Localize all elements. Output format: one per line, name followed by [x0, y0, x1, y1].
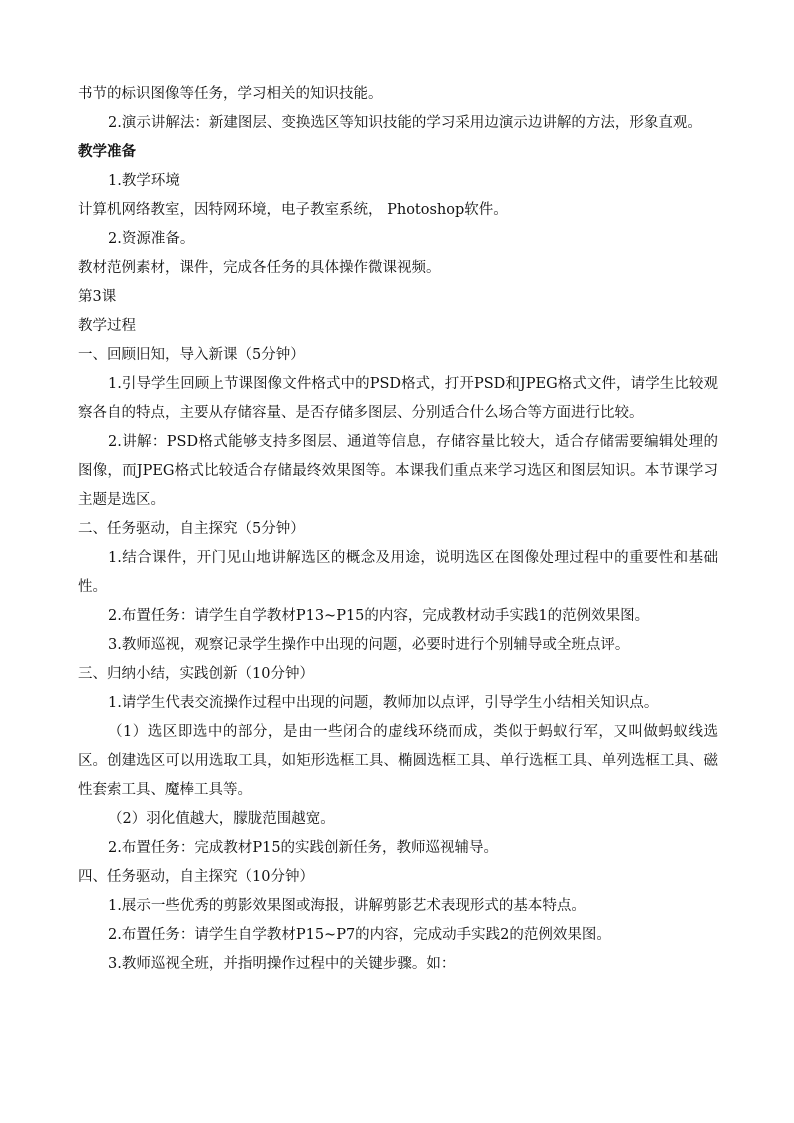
- paragraph: 2.布置任务：完成教材P15的实践创新任务，教师巡视辅导。: [108, 840, 499, 856]
- paragraph: 2.布置任务：请学生自学教材P13~P15的内容，完成教材动手实践1的范例效果图。: [108, 608, 650, 624]
- paragraph: 书节的标识图像等任务，学习相关的知识技能。: [78, 86, 383, 102]
- paragraph: 2.演示讲解法：新建图层、变换选区等知识技能的学习采用边演示边讲解的方法，形象直观。: [108, 115, 702, 131]
- section-title: 教学过程: [78, 318, 136, 334]
- step-heading: 四、任务驱动，自主探究（10分钟）: [78, 869, 314, 885]
- paragraph: 3.教师巡视全班，并指明操作过程中的关键步骤。如：: [108, 956, 456, 972]
- paragraph: 1.教学环境: [108, 173, 180, 189]
- paragraph: 教材范例素材，课件，完成各任务的具体操作微课视频。: [78, 260, 441, 276]
- step-heading: 三、归纳小结，实践创新（10分钟）: [78, 666, 314, 682]
- paragraph: 1.引导学生回顾上节课图像文件格式中的PSD格式，打开PSD和JPEG格式文件，请学生比较观察各自的特点，主要从存储容量、是否存储多图层、分别适合什么场合等方面进行比较。: [78, 376, 718, 421]
- paragraph: （2）羽化值越大，朦胧范围越宽。: [108, 811, 335, 827]
- paragraph: 2.资源准备。: [108, 231, 195, 247]
- section-heading: 教学准备: [78, 144, 136, 160]
- paragraph: 2.讲解：PSD格式能够支持多图层、通道等信息，存储容量比较大，适合存储需要编辑处理的图像，而JPEG格式比较适合存储最终效果图等。本课我们重点来学习选区和图层知识。本节课学习主题是选区。: [78, 434, 718, 508]
- paragraph: 计算机网络教室，因特网环境，电子教室系统， Photoshop软件。: [78, 202, 508, 218]
- paragraph: 1.展示一些优秀的剪影效果图或海报，讲解剪影艺术表现形式的基本特点。: [108, 898, 586, 914]
- step-heading: 二、任务驱动，自主探究（5分钟）: [78, 521, 305, 537]
- lesson-label: 第3课: [78, 289, 117, 305]
- paragraph: 1.请学生代表交流操作过程中出现的问题，教师加以点评，引导学生小结相关知识点。: [108, 695, 659, 711]
- paragraph: 2.布置任务：请学生自学教材P15~P7的内容，完成动手实践2的范例效果图。: [108, 927, 611, 943]
- paragraph: （1）选区即选中的部分，是由一些闭合的虚线环绕而成，类似于蚂蚁行军，又叫做蚂蚁线选区。创建选区可以用选取工具，如矩形选框工具、椭圆选框工具、单行选框工具、单列选框工具、磁性套索工具、魔棒工具等。: [78, 724, 718, 798]
- paragraph: 3.教师巡视，观察记录学生操作中出现的问题，必要时进行个别辅导或全班点评。: [108, 637, 630, 653]
- document-body: [78, 80, 718, 979]
- step-heading: 一、回顾旧知，导入新课（5分钟）: [78, 347, 305, 363]
- paragraph: 1.结合课件，开门见山地讲解选区的概念及用途，说明选区在图像处理过程中的重要性和基础性。: [78, 550, 718, 595]
